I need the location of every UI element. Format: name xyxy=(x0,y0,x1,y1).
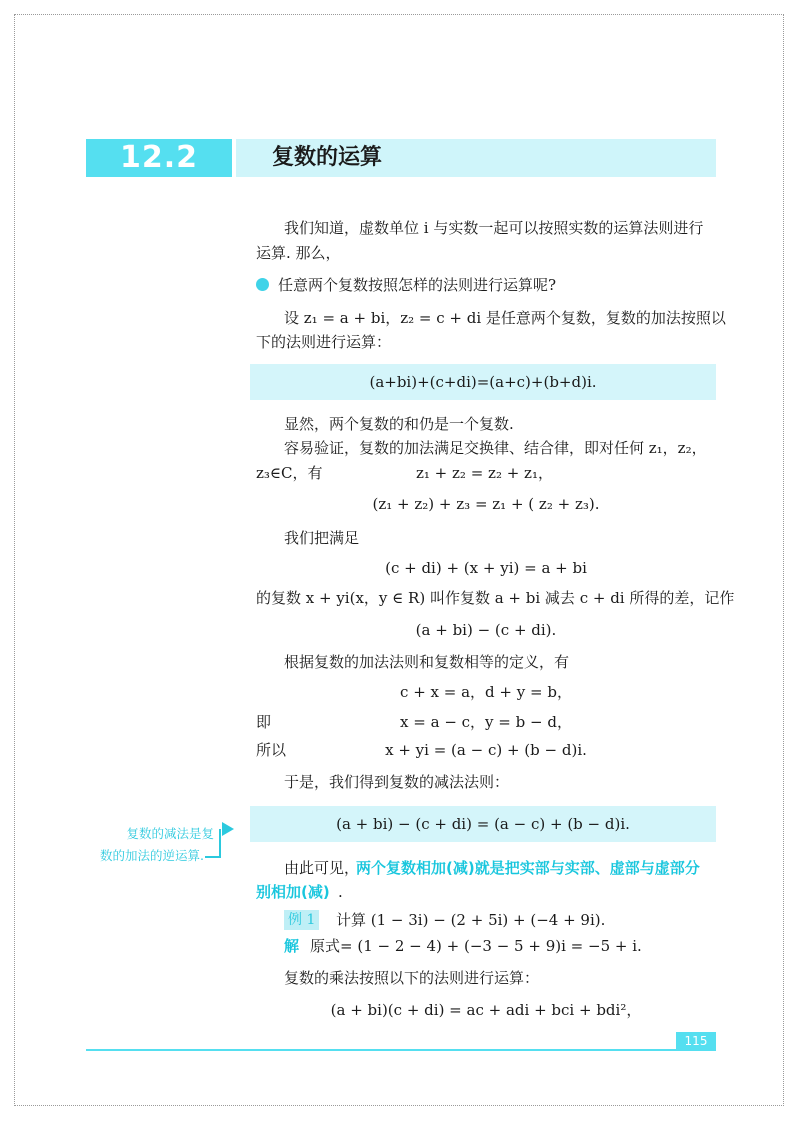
sum-is-complex-text: 显然，两个复数的和仍是一个复数. xyxy=(284,415,514,433)
section-title: 复数的运算 xyxy=(272,145,383,170)
solution-label: 解 xyxy=(284,937,300,955)
page-number: 115 xyxy=(676,1032,716,1051)
subtraction-rule-box: (a + bi) − (c + di) = (a − c) + (b − d)i. xyxy=(250,806,716,842)
equation-system: c + x = a，d + y = b， xyxy=(400,683,572,701)
intro-line-2: 运算. 那么， xyxy=(256,244,341,262)
example-solution: 原式= (1 − 2 − 4) + (−3 − 5 + 9)i = −5 + i. xyxy=(310,937,642,955)
margin-note-hook xyxy=(205,856,221,858)
by-rule-text: 根据复数的加法法则和复数相等的定义，有 xyxy=(284,653,570,671)
example-tag: 例 1 xyxy=(284,910,319,930)
margin-note-line-2: 数的加法的逆运算. xyxy=(100,848,204,863)
conclusion-highlight-1: 两个复数相加(减)就是把实部与实部、虚部与虚部分 xyxy=(356,859,700,877)
ji-label: 即 xyxy=(256,713,272,731)
satisfy-text: 我们把满足 xyxy=(284,529,360,547)
margin-note-bracket xyxy=(219,829,221,857)
difference-definition: 的复数 x + yi(x，y ∈ R) 叫作复数 a + bi 减去 c + di 所得的差，记作 xyxy=(256,589,735,607)
difference-notation: (a + bi) − (c + di). xyxy=(415,621,557,639)
addition-rule-box: (a+bi)+(c+di)=(a+c)+(b+d)i. xyxy=(250,364,716,400)
example-problem: 计算 (1 − 3i) − (2 + 5i) + (−4 + 9i). xyxy=(336,911,606,929)
solution-values: x = a − c，y = b − d， xyxy=(400,713,572,731)
question-bullet-icon xyxy=(256,278,269,291)
difference-equation: (c + di) + (x + yi) = a + bi xyxy=(385,559,587,577)
multiplication-rule: (a + bi)(c + di) = ac + adi + bci + bdi²， xyxy=(330,1001,642,1019)
section-number: 12.2 xyxy=(86,139,232,177)
associative-law: (z₁ + z₂) + z₃ = z₁ + ( z₂ + z₃). xyxy=(372,495,600,513)
margin-note-arrow-icon xyxy=(222,822,234,836)
conclusion-highlight-2: 别相加(减) xyxy=(256,883,330,901)
verify-line-2: z₃∈C，有 xyxy=(256,464,323,482)
definition-line-2: 下的法则进行运算： xyxy=(256,333,392,351)
margin-note-line-1: 复数的减法是复 xyxy=(126,826,214,841)
intro-line-1: 我们知道，虚数单位 i 与实数一起可以按照实数的运算法则进行 xyxy=(284,219,704,237)
conclusion-lead: 由此可见， xyxy=(284,859,360,877)
suoyi-label: 所以 xyxy=(256,741,287,759)
verify-line-1: 容易验证，复数的加法满足交换律、结合律，即对任何 z₁，z₂， xyxy=(284,439,707,457)
footer-rule xyxy=(86,1049,716,1051)
conclusion-end: . xyxy=(338,883,343,901)
multiplication-intro: 复数的乘法按照以下的法则进行运算： xyxy=(284,969,540,987)
difference-result: x + yi = (a − c) + (b − d)i. xyxy=(385,741,587,759)
commutative-law: z₁ + z₂ = z₂ + z₁， xyxy=(416,464,553,482)
thus-text: 于是，我们得到复数的减法法则： xyxy=(284,773,510,791)
definition-line-1: 设 z₁ = a + bi，z₂ = c + di 是任意两个复数，复数的加法按照以 xyxy=(284,309,726,327)
question-text: 任意两个复数按照怎样的法则进行运算呢? xyxy=(278,276,557,294)
